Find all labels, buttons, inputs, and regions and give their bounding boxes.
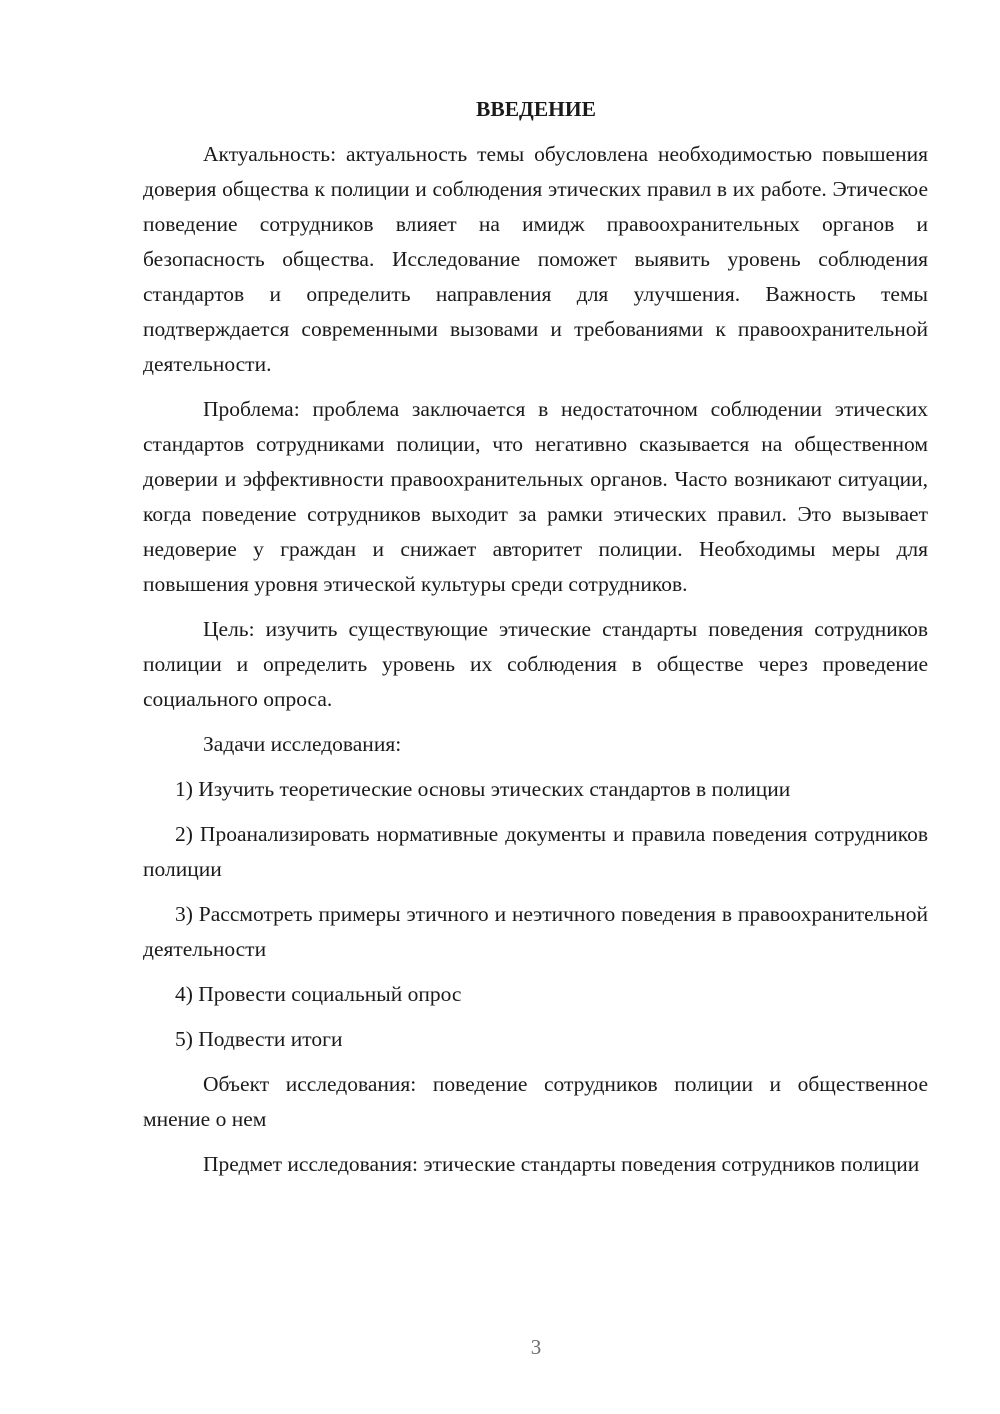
- task-item-4: 4) Провести социальный опрос: [175, 982, 462, 1006]
- problem-paragraph: Проблема: проблема заключается в недостаточном соблюдении этических стандартов сотрудниками полиции, что негативно сказывается на общественном доверии и эффективности правоохранительных органов. Часто возникают ситуации, когда поведение сотрудников выходит за рамки этических правил. Это вызывает недоверие у граждан и снижает авторитет полиции. Необходимы меры для повышения уровня этической культуры среди сотрудников.: [143, 397, 928, 596]
- section-title: ВВЕДЕНИЕ: [476, 97, 596, 121]
- page-content: [143, 92, 928, 1192]
- object-paragraph: Объект исследования: поведение сотрудников полиции и общественное мнение о нем: [143, 1072, 928, 1131]
- task-item-1: 1) Изучить теоретические основы этических стандартов в полиции: [175, 777, 791, 801]
- task-item-2: 2) Проанализировать нормативные документы и правила поведения сотрудников полиции: [143, 822, 928, 881]
- page-number: 3: [530, 1335, 542, 1359]
- subject-paragraph: Предмет исследования: этические стандарты поведения сотрудников полиции: [203, 1152, 920, 1176]
- relevance-paragraph: Актуальность: актуальность темы обусловлена необходимостью повышения доверия общества к полиции и соблюдения этических правил в их работе. Этическое поведение сотрудников влияет на имидж правоохранительных органов и безопасность общества. Исследование поможет выявить уровень соблюдения стандартов и определить направления для улучшения. Важность темы подтверждается современными вызовами и требованиями к правоохранительной деятельности.: [143, 142, 928, 376]
- task-item-5: 5) Подвести итоги: [175, 1027, 343, 1051]
- tasks-heading: Задачи исследования:: [203, 732, 402, 756]
- task-item-3: 3) Рассмотреть примеры этичного и неэтичного поведения в правоохранительной деятельности: [143, 902, 928, 961]
- goal-paragraph: Цель: изучить существующие этические стандарты поведения сотрудников полиции и определить уровень их соблюдения в обществе через проведение социального опроса.: [143, 617, 928, 711]
